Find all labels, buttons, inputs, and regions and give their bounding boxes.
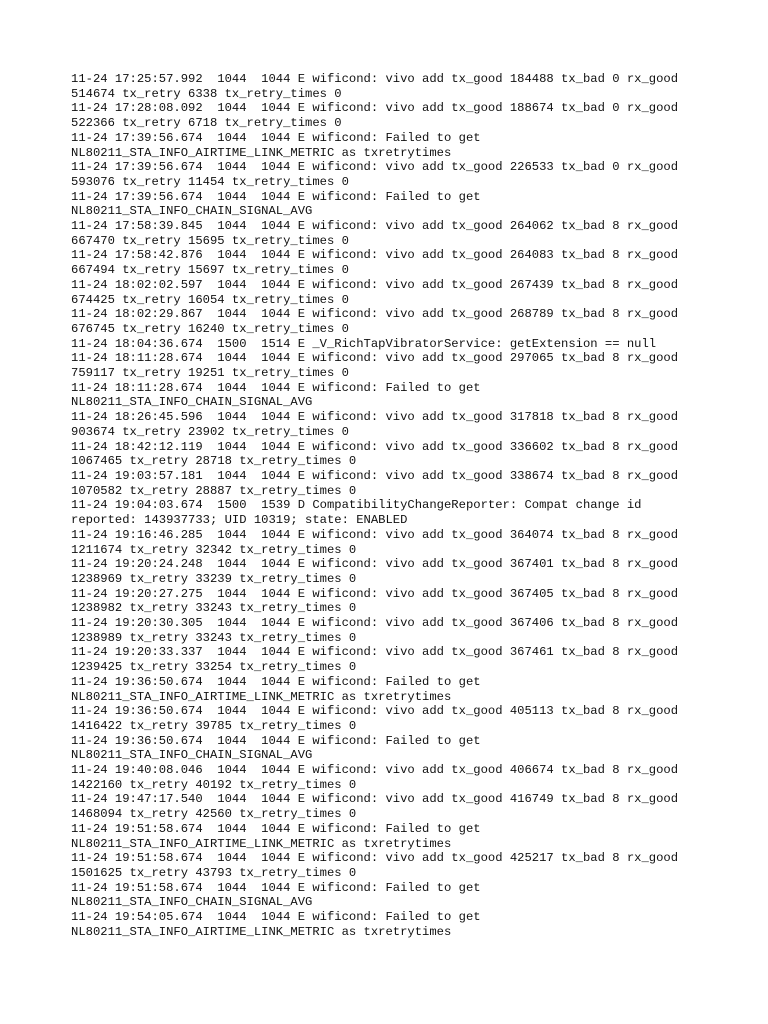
log-line: 11-24 18:04:36.674 1500 1514 E _V_RichTapVibratorService: getExtension == null [71,336,657,351]
log-line: 11-24 18:11:28.674 1044 1044 E wificond: vivo add tx_good 297065 tx_bad 8 rx_good [71,351,679,366]
log-line: 1067465 tx_retry 28718 tx_retry_times 0 [71,454,357,469]
log-line: 11-24 19:51:58.674 1044 1044 E wificond: vivo add tx_good 425217 tx_bad 8 rx_good [71,851,679,866]
log-line: 11-24 17:58:42.876 1044 1044 E wificond: vivo add tx_good 264083 tx_bad 8 rx_good [71,248,679,263]
log-line: 11-24 19:47:17.540 1044 1044 E wificond: vivo add tx_good 416749 tx_bad 8 rx_good [71,792,679,807]
log-line: 1211674 tx_retry 32342 tx_retry_times 0 [71,542,357,557]
log-line: 1501625 tx_retry 43793 tx_retry_times 0 [71,865,357,880]
log-line: 1238969 tx_retry 33239 tx_retry_times 0 [71,571,357,586]
log-line: 11-24 17:39:56.674 1044 1044 E wificond: Failed to get [71,130,481,145]
log-line: 11-24 19:51:58.674 1044 1044 E wificond: Failed to get [71,821,481,836]
log-line: NL80211_STA_INFO_CHAIN_SIGNAL_AVG [71,748,313,763]
log-line: NL80211_STA_INFO_AIRTIME_LINK_METRIC as txretrytimes [71,145,452,160]
log-line: 1238982 tx_retry 33243 tx_retry_times 0 [71,601,357,616]
log-line: 11-24 18:26:45.596 1044 1044 E wificond: vivo add tx_good 317818 tx_bad 8 rx_good [71,410,679,425]
log-line: 11-24 17:28:08.092 1044 1044 E wificond: vivo add tx_good 188674 tx_bad 0 rx_good [71,101,679,116]
log-line: 522366 tx_retry 6718 tx_retry_times 0 [71,116,342,131]
log-line: 11-24 19:36:50.674 1044 1044 E wificond: Failed to get [71,674,481,689]
log-line: NL80211_STA_INFO_AIRTIME_LINK_METRIC as txretrytimes [71,924,452,939]
log-line: 11-24 19:36:50.674 1044 1044 E wificond: vivo add tx_good 405113 tx_bad 8 rx_good [71,704,679,719]
log-line: NL80211_STA_INFO_CHAIN_SIGNAL_AVG [71,895,313,910]
log-line: 593076 tx_retry 11454 tx_retry_times 0 [71,174,349,189]
log-line: 1238989 tx_retry 33243 tx_retry_times 0 [71,630,357,645]
log-line: 11-24 19:20:24.248 1044 1044 E wificond: vivo add tx_good 367401 tx_bad 8 rx_good [71,557,679,572]
log-line: 11-24 17:39:56.674 1044 1044 E wificond: Failed to get [71,189,481,204]
log-line: 667494 tx_retry 15697 tx_retry_times 0 [71,263,349,278]
log-line: NL80211_STA_INFO_CHAIN_SIGNAL_AVG [71,395,313,410]
log-line: 11-24 19:51:58.674 1044 1044 E wificond: Failed to get [71,880,481,895]
log-line: 667470 tx_retry 15695 tx_retry_times 0 [71,233,349,248]
log-line: 759117 tx_retry 19251 tx_retry_times 0 [71,366,349,381]
log-line: 11-24 18:02:02.597 1044 1044 E wificond: vivo add tx_good 267439 tx_bad 8 rx_good [71,277,679,292]
log-line: 1070582 tx_retry 28887 tx_retry_times 0 [71,483,357,498]
log-line: 1239425 tx_retry 33254 tx_retry_times 0 [71,660,357,675]
log-line: 11-24 19:20:27.275 1044 1044 E wificond: vivo add tx_good 367405 tx_bad 8 rx_good [71,586,679,601]
log-line: 11-24 18:11:28.674 1044 1044 E wificond: Failed to get [71,380,481,395]
log-line: 11-24 19:36:50.674 1044 1044 E wificond: Failed to get [71,733,481,748]
log-line: 11-24 19:03:57.181 1044 1044 E wificond: vivo add tx_good 338674 tx_bad 8 rx_good [71,468,679,483]
log-line: 11-24 18:42:12.119 1044 1044 E wificond: vivo add tx_good 336602 tx_bad 8 rx_good [71,439,679,454]
log-line: NL80211_STA_INFO_AIRTIME_LINK_METRIC as txretrytimes [71,836,452,851]
log-line: 11-24 19:54:05.674 1044 1044 E wificond: Failed to get [71,910,481,925]
log-document [71,72,731,939]
log-line: 11-24 17:25:57.992 1044 1044 E wificond: vivo add tx_good 184488 tx_bad 0 rx_good [71,72,679,86]
log-line: 676745 tx_retry 16240 tx_retry_times 0 [71,321,349,336]
log-line: NL80211_STA_INFO_CHAIN_SIGNAL_AVG [71,204,313,219]
log-line: 11-24 17:58:39.845 1044 1044 E wificond: vivo add tx_good 264062 tx_bad 8 rx_good [71,219,679,234]
log-line: 11-24 19:40:08.046 1044 1044 E wificond: vivo add tx_good 406674 tx_bad 8 rx_good [71,763,679,778]
log-line: 674425 tx_retry 16054 tx_retry_times 0 [71,292,349,307]
log-line: 11-24 19:20:33.337 1044 1044 E wificond: vivo add tx_good 367461 tx_bad 8 rx_good [71,645,679,660]
log-line: 11-24 17:39:56.674 1044 1044 E wificond: vivo add tx_good 226533 tx_bad 0 rx_good [71,160,679,175]
log-line: 11-24 19:04:03.674 1500 1539 D CompatibilityChangeReporter: Compat change id [71,498,642,513]
log-line: 1416422 tx_retry 39785 tx_retry_times 0 [71,718,357,733]
log-line: 11-24 18:02:29.867 1044 1044 E wificond: vivo add tx_good 268789 tx_bad 8 rx_good [71,307,679,322]
log-line: 903674 tx_retry 23902 tx_retry_times 0 [71,424,349,439]
log-line: 514674 tx_retry 6338 tx_retry_times 0 [71,86,342,101]
log-line: 11-24 19:20:30.305 1044 1044 E wificond: vivo add tx_good 367406 tx_bad 8 rx_good [71,616,679,631]
log-line: 1422160 tx_retry 40192 tx_retry_times 0 [71,777,357,792]
log-line: NL80211_STA_INFO_AIRTIME_LINK_METRIC as txretrytimes [71,689,452,704]
log-line: 1468094 tx_retry 42560 tx_retry_times 0 [71,807,357,822]
log-line: 11-24 19:16:46.285 1044 1044 E wificond: vivo add tx_good 364074 tx_bad 8 rx_good [71,527,679,542]
log-line: reported: 143937733; UID 10319; state: ENABLED [71,513,408,528]
